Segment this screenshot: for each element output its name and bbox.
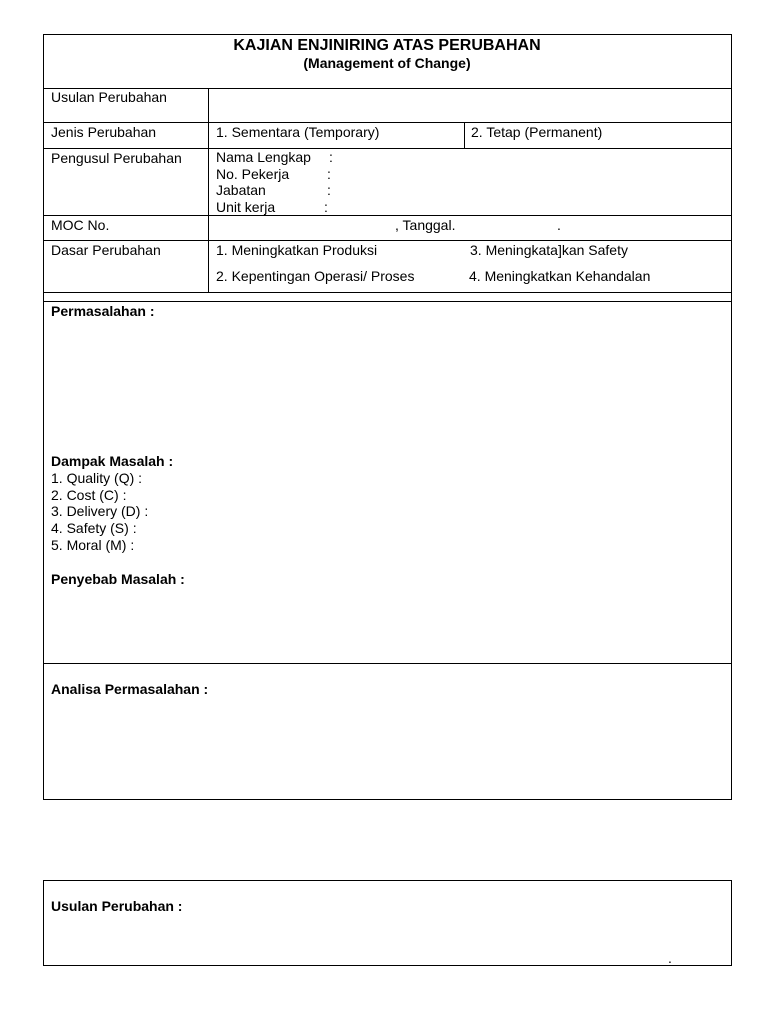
usulan-field[interactable]: [209, 89, 731, 122]
moc-label: MOC No.: [51, 217, 110, 233]
permasalahan-heading: Permasalahan :: [51, 303, 155, 319]
jenis-option-divider: [464, 122, 465, 149]
rule-below-jenis: [43, 148, 732, 149]
dampak-item-quality: 1. Quality (Q) :: [51, 470, 143, 486]
jenis-label: Jenis Perubahan: [51, 124, 157, 140]
pengusul-jabatan-label: Jabatan: [216, 182, 266, 198]
proposal-heading: Usulan Perubahan :: [51, 898, 183, 914]
rule-below-moc: [43, 240, 732, 241]
rule-below-pengusul: [43, 215, 732, 216]
dampak-item-cost: 2. Cost (C) :: [51, 487, 127, 503]
dasar-option-kehandalan[interactable]: 4. Meningkatkan Kehandalan: [469, 268, 651, 284]
form-title: KAJIAN ENJINIRING ATAS PERUBAHAN: [233, 37, 541, 54]
rule-below-dasar: [43, 292, 732, 293]
dampak-item-moral: 5. Moral (M) :: [51, 537, 135, 553]
rule-below-penyebab: [43, 663, 732, 664]
proposal-trailing-dot: .: [668, 950, 672, 966]
dasar-label: Dasar Perubahan: [51, 242, 161, 258]
moc-tanggal: , Tanggal.: [395, 217, 456, 233]
dasar-option-operasi[interactable]: 2. Kepentingan Operasi/ Proses: [216, 268, 415, 284]
rule-section-top: [43, 301, 732, 302]
rule-below-usulan: [43, 122, 732, 123]
pengusul-jabatan-colon: :: [327, 182, 331, 198]
pengusul-unitkerja-colon: :: [324, 199, 328, 215]
proposal-box: [43, 880, 732, 966]
dasar-option-produksi[interactable]: 1. Meningkatkan Produksi: [216, 242, 378, 258]
penyebab-heading: Penyebab Masalah :: [51, 571, 185, 587]
analisa-heading: Analisa Permasalahan :: [51, 681, 209, 697]
dampak-heading: Dampak Masalah :: [51, 453, 174, 469]
pengusul-nama-colon: :: [329, 149, 333, 165]
dampak-item-delivery: 3. Delivery (D) :: [51, 503, 149, 519]
form-subtitle: (Management of Change): [303, 55, 471, 71]
pengusul-nopekerja-label: No. Pekerja: [216, 166, 290, 182]
jenis-option-temporary[interactable]: 1. Sementara (Temporary): [216, 124, 380, 140]
pengusul-nama-label: Nama Lengkap: [216, 149, 311, 165]
dasar-option-safety[interactable]: 3. Meningkata]kan Safety: [470, 242, 628, 258]
usulan-label: Usulan Perubahan: [51, 89, 167, 105]
jenis-option-permanent[interactable]: 2. Tetap (Permanent): [471, 124, 603, 140]
pengusul-unitkerja-label: Unit kerja: [216, 199, 276, 215]
dampak-item-safety: 4. Safety (S) :: [51, 520, 137, 536]
pengusul-label: Pengusul Perubahan: [51, 150, 182, 166]
pengusul-nopekerja-colon: :: [327, 166, 331, 182]
moc-end-dot: .: [557, 217, 561, 233]
